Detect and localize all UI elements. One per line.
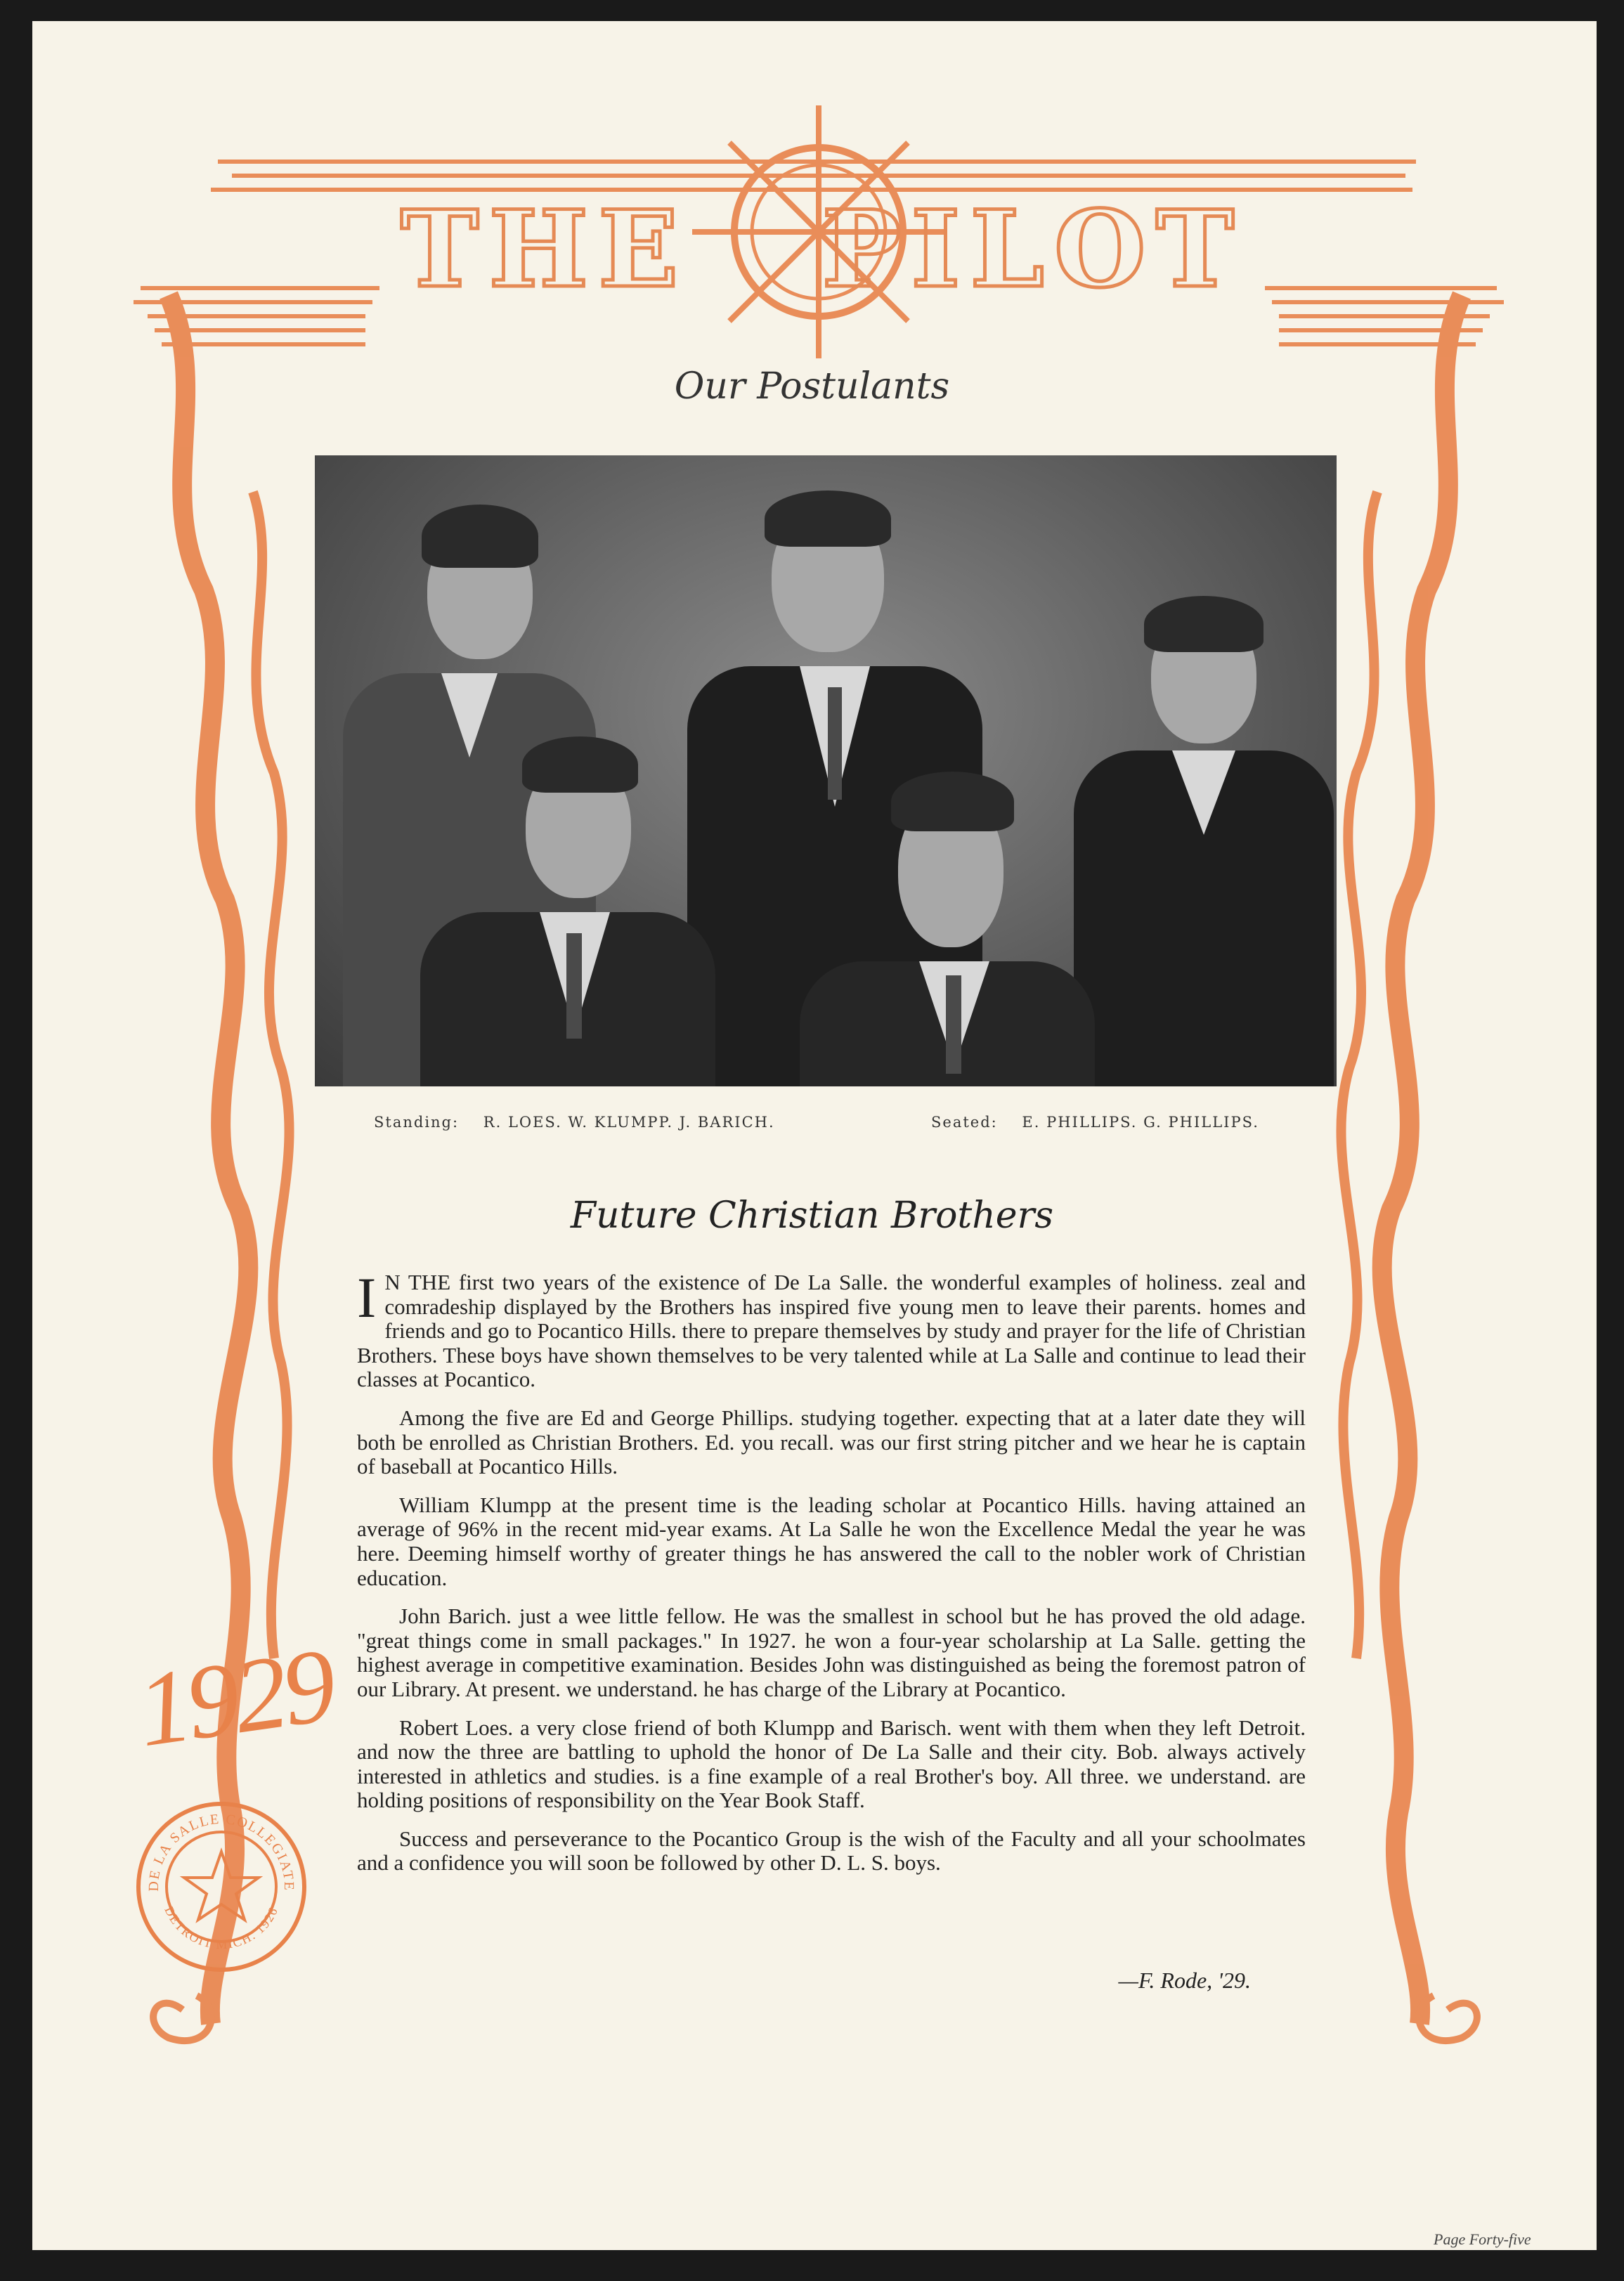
masthead-left: THE bbox=[400, 188, 689, 311]
paragraph-4: John Barich. just a wee little fellow. He was the smallest in school but he has proved the old adage. "great things come in small packages." In 1927. he won a four-year scholarship at La Salle. getting the highest average in competitive examination. Besides John was distinguished as being the foremost patron of our Library. At present. we understand. he has charge of the Library at Pocantico. bbox=[357, 1604, 1306, 1701]
paragraph-1-text: N THE first two years of the existence of De La Salle. the wonderful examples of holiness. zeal and comradeship displayed by the Brothers has inspired five young men to leave their parents. homes and friends and go to Pocantico Hills. there to prepare themselves by study and prayer for the life of Christian Brothers. These boys have shown themselves to be very talented while at La Salle and continue to lead their classes at Pocantico. bbox=[357, 1270, 1306, 1392]
year-mark: 1929 bbox=[130, 1626, 339, 1769]
group-photo bbox=[315, 455, 1337, 1086]
masthead-right: PILOT bbox=[821, 188, 1245, 311]
masthead-title bbox=[379, 188, 1265, 311]
paragraph-5: Robert Loes. a very close friend of both Klumpp and Barisch. went with them when they left Detroit. and now the three are battling to uphold the honor of De La Salle and their city. Bob. always actively interested in athletics and studies. is a fine example of a real Brother's boy. All three. we understand. are holding positions of responsibility on the Year Book Staff. bbox=[357, 1715, 1306, 1813]
seal-bottom-text: DETROIT MICH. 1926 bbox=[162, 1904, 281, 1952]
caption-seated bbox=[931, 1114, 1259, 1131]
paragraph-1 bbox=[357, 1266, 1306, 1392]
caption-standing bbox=[374, 1114, 775, 1131]
seal-top-text: DE LA SALLE COLLEGIATE bbox=[145, 1811, 297, 1892]
svg-text:DETROIT MICH. 1926 bbox=[162, 1904, 280, 1951]
caption-standing-label: Standing: bbox=[374, 1114, 460, 1131]
paragraph-6: Success and perseverance to the Pocantico Group is the wish of the Faculty and all your schoolmates and a confidence you will soon be followed by other D. L. S. boys. bbox=[357, 1826, 1306, 1876]
paragraph-3: William Klumpp at the present time is the leading scholar at Pocantico Hills. having attained an average of 96% in the recent mid-year exams. At La Salle he won the Excellence Medal the year he was here. Deeming himself worthy of greater things he has answered the call to the nobler work of Christian education. bbox=[357, 1492, 1306, 1590]
paragraph-2: Among the five are Ed and George Phillips. studying together. expecting that at a later date they will both be enrolled as Christian Brothers. Ed. you recall. was our first string pitcher and we hear he is captain of baseball at Pocantico Hills. bbox=[357, 1405, 1306, 1479]
author-signature: —F. Rode, '29. bbox=[1118, 1968, 1251, 1993]
caption-standing-names: R. LOES. W. KLUMPP. J. BARICH. bbox=[483, 1114, 775, 1131]
caption-seated-names: E. PHILLIPS. G. PHILLIPS. bbox=[1022, 1114, 1259, 1131]
college-seal-icon bbox=[134, 1799, 309, 1975]
article-body bbox=[357, 1266, 1306, 1890]
page-subtitle: Our Postulants bbox=[674, 365, 950, 408]
caption-seated-label: Seated: bbox=[931, 1114, 998, 1131]
article-title: Future Christian Brothers bbox=[570, 1195, 1054, 1237]
drop-cap: I bbox=[357, 1266, 377, 1330]
page-number: Page Forty-five bbox=[1434, 2230, 1531, 2248]
